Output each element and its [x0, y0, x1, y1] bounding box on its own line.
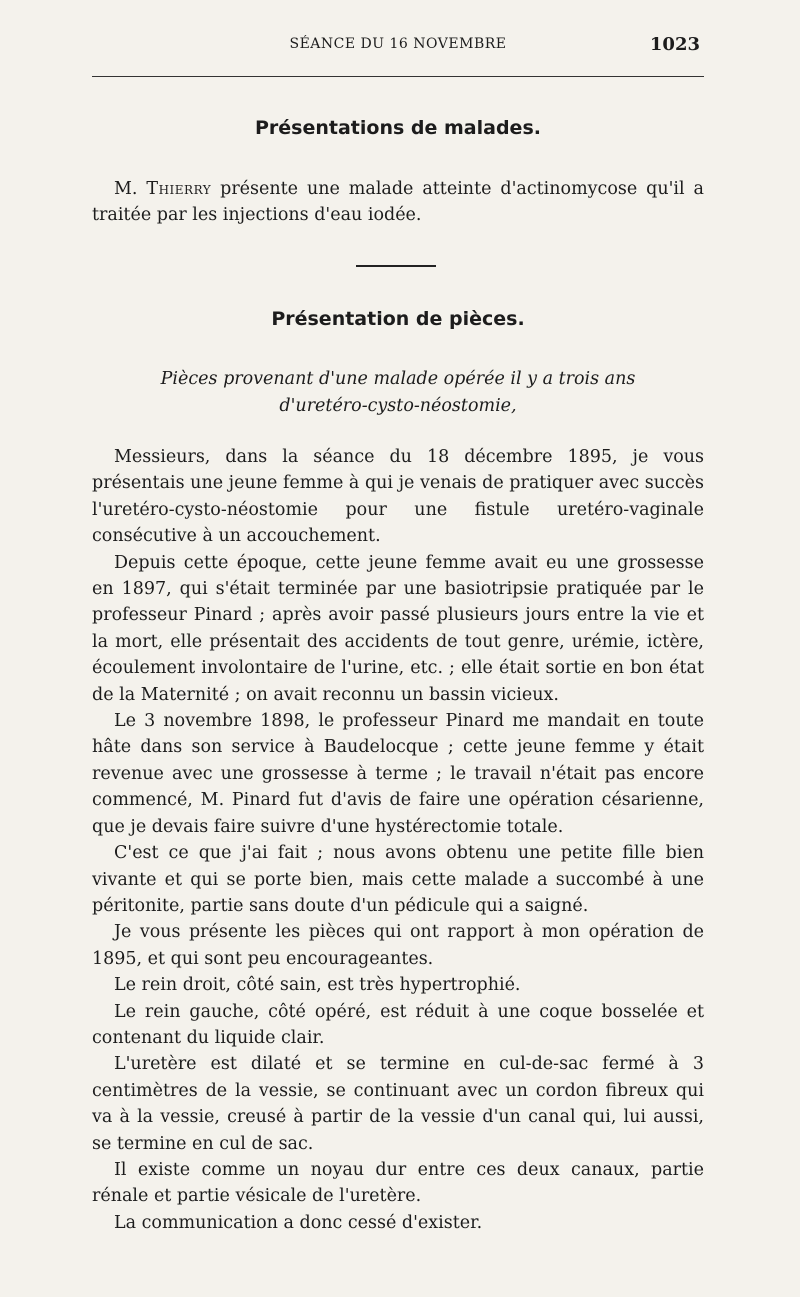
paragraph: Le 3 novembre 1898, le professeur Pinard me mandait en toute hâte dans son service à Baudelocque ; cette jeune femme y était revenue avec une grossesse à terme ; le travail n'était pas encore commencé, M. Pinard fut d'avis de faire une opération césarienne, que je devais faire suivre d'une hystérectomie totale. [92, 711, 704, 837]
section1-paragraph [92, 176, 704, 229]
main-text [92, 444, 704, 1236]
author-name: Thierry [146, 179, 212, 199]
intro-paragraph [92, 176, 704, 229]
paragraph: Je vous présente les pièces qui ont rapport à mon opération de 1895, et qui sont peu encourageantes. [92, 922, 704, 969]
section-title-pieces: Présentation de pièces. [271, 308, 525, 330]
paragraph: Il existe comme un noyau dur entre ces deux canaux, partie rénale et partie vésicale de l'uretère. [92, 1159, 704, 1207]
subtitle-line-2: d'uretéro-cysto-néostomie, [279, 396, 517, 416]
paragraph: Le rein droit, côté sain, est très hypertrophié. [114, 975, 521, 996]
header-rule [92, 76, 704, 77]
page-header [92, 34, 704, 60]
intro-text: présente une malade atteinte d'actinomycose qu'il a traitée par les injections d'eau iodée. [92, 179, 704, 226]
author-prefix: M. [114, 179, 147, 199]
section-title-malades: Présentations de malades. [255, 117, 541, 139]
paragraph: Depuis cette époque, cette jeune femme avait eu une grossesse en 1897, qui s'était terminée par une basiotripsie pratiquée par le professeur Pinard ; après avoir passé plusieurs jours entre la vie et la mort, elle présentait des accidents de tout genre, urémie, ictère, écoulement involontaire de l'urine, etc. ; elle était sortie en bon état de la Maternité ; on avait reconnu un bassin vicieux. [92, 552, 704, 705]
page-number: 1023 [649, 34, 700, 55]
section-divider [356, 265, 436, 267]
paragraph: Le rein gauche, côté opéré, est réduit à une coque bosselée et contenant du liquide clair. [92, 1001, 704, 1048]
running-title: SÉANCE DU 16 NOVEMBRE [289, 36, 507, 52]
paragraph: Messieurs, dans la séance du 18 décembre 1895, je vous présentais une jeune femme à qui je venais de pratiquer avec succès l'uretéro-cysto-néostomie pour une fistule uretéro-vaginale consécutive à un accouchement. [92, 447, 704, 547]
paragraph: C'est ce que j'ai fait ; nous avons obtenu une petite fille bien vivante et qui se porte bien, mais cette malade a succombé à une péritonite, partie sans doute d'un pédicule qui a saigné. [92, 843, 704, 916]
section-subtitle [92, 366, 704, 420]
subtitle-line-1: Pièces provenant d'une malade opérée il y a trois ans [160, 369, 636, 389]
paragraph: La communication a donc cessé d'exister. [114, 1212, 483, 1233]
paragraph: L'uretère est dilaté et se termine en cul-de-sac fermé à 3 centimètres de la vessie, se continuant avec un cordon fibreux qui va à la vessie, creusé à partir de la vessie d'un canal qui, lui aussi, se termine en cul de sac. [92, 1054, 704, 1154]
